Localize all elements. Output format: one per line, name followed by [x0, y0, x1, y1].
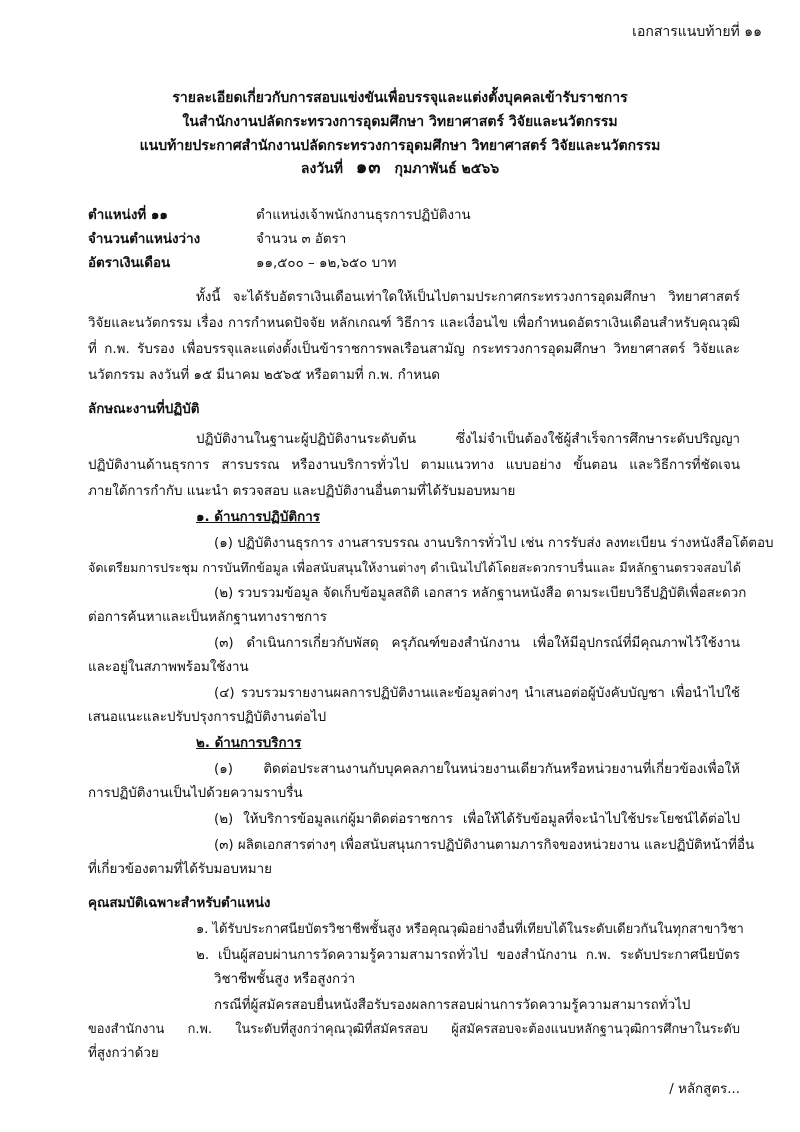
salary-note-line: ทั้งนี้ จะได้รับอัตราเงินเดือนเท่าใดให้เป็นไปตามประกาศกระทรวงการอุดมศึกษา วิทยาศาสตร์: [196, 290, 740, 305]
qualification-item: ๒. เป็นผู้สอบผ่านการวัดความรู้ความสามารถทั่วไป ของสำนักงาน ก.พ. ระดับประกาศนียบัตร: [196, 948, 740, 963]
qualification-item: ๑. ได้รับประกาศนียบัตรวิชาชีพชั้นสูง หรือคุณวุฒิอย่างอื่นที่เทียบได้ในระดับเดียวกันในทุกสาขาวิชา: [196, 922, 744, 937]
vacancy-label: จำนวนตำแหน่งว่าง: [88, 232, 201, 247]
ops-line: (๑) ปฏิบัติงานธุรการ งานสารบรรณ งานบริการทั่วไป เช่น การรับส่ง ลงทะเบียน ร่างหนังสือโต้ตอบ: [214, 536, 774, 551]
title-line-3: แนบท้ายประกาศสำนักงานปลัดกระทรวงการอุดมศึกษา วิทยาศาสตร์ วิจัยและนวัตกรรม: [139, 138, 661, 154]
title-date: [0, 158, 800, 179]
duties-intro-line: ปฏิบัติงานในฐานะผู้ปฏิบัติงานระดับต้น ซึ่งไม่จำเป็นต้องใช้ผู้สำเร็จการศึกษาระดับปริญญา: [196, 432, 740, 447]
ops-line: (๓) ดำเนินการเกี่ยวกับพัสดุ ครุภัณฑ์ของสำนักงาน เพื่อให้มีอุปกรณ์ที่มีคุณภาพไว้ใช้งาน: [214, 636, 740, 651]
svc-heading: ๒. ด้านการบริการ: [196, 736, 302, 751]
annex-label: เอกสารแนบท้ายที่ ๑๑: [632, 24, 762, 40]
position-no-label: ตำแหน่งที่ ๑๑: [88, 208, 168, 223]
ops-line: เสนอแนะและปรับปรุงการปฏิบัติงานต่อไป: [88, 710, 327, 725]
qualification-item: ที่สูงกว่าด้วย: [88, 1046, 159, 1061]
svc-line: (๑) ติดต่อประสานงานกับบุคคลภายในหน่วยงานเดียวกันหรือหน่วยงานที่เกี่ยวข้องเพื่อให้: [214, 762, 740, 777]
svc-line: (๒) ให้บริการข้อมูลแก่ผู้มาติดต่อราชการ เพื่อให้ได้รับข้อมูลที่จะนำไปใช้ประโยชน์ได้ต่อไป: [214, 812, 740, 827]
qualifications-heading: คุณสมบัติเฉพาะสำหรับตำแหน่ง: [88, 896, 271, 911]
ops-line: (๒) รวบรวมข้อมูล จัดเก็บข้อมูลสถิติ เอกสาร หลักฐานหนังสือ ตามระเบียบวิธีปฏิบัติเพื่อสะดวก: [214, 586, 747, 601]
date-rest: กุมภาพันธ์ ๒๕๖๖: [394, 161, 500, 177]
svc-line: (๓) ผลิตเอกสารต่างๆ เพื่อสนับสนุนการปฏิบัติงานตามภารกิจของหน่วยงาน และปฏิบัติหน้าที่อื่น: [214, 838, 755, 853]
qualification-item: วิชาชีพชั้นสูง หรือสูงกว่า: [214, 972, 356, 987]
salary-value: ๑๑,๕๐๐ – ๑๒,๖๕๐ บาท: [256, 256, 397, 271]
svc-line: ที่เกี่ยวข้องตามที่ได้รับมอบหมาย: [88, 862, 272, 877]
duties-intro-line: ภายใต้การกำกับ แนะนำ ตรวจสอบ และปฏิบัติงานอื่นตามที่ได้รับมอบหมาย: [88, 484, 516, 499]
ops-heading: ๑. ด้านการปฏิบัติการ: [196, 510, 320, 525]
salary-note-line: นวัตกรรม ลงวันที่ ๑๕ มีนาคม ๒๕๖๕ หรือตามที่ ก.พ. กำหนด: [88, 368, 440, 383]
salary-note-line: ที่ ก.พ. รับรอง เพื่อบรรจุและแต่งตั้งเป็นข้าราชการพลเรือนสามัญ กระทรวงการอุดมศึกษา วิทยาศาสตร์ วิจัยและ: [88, 342, 740, 357]
title-line-1: รายละเอียดเกี่ยวกับการสอบแข่งขันเพื่อบรรจุและแต่งตั้งบุคคลเข้ารับราชการ: [172, 90, 628, 106]
date-day: ๑๓: [355, 157, 382, 178]
salary-label: อัตราเงินเดือน: [88, 256, 171, 271]
ops-line: ต่อการค้นหาและเป็นหลักฐานทางราชการ: [88, 610, 327, 625]
ops-line: (๔) รวบรวมรายงานผลการปฏิบัติงานและข้อมูลต่างๆ นำเสนอต่อผู้บังคับบัญชา เพื่อนำไปใช้: [214, 686, 740, 701]
vacancy-value: จำนวน ๓ อัตรา: [256, 232, 347, 247]
title-line-2: ในสำนักงานปลัดกระทรวงการอุดมศึกษา วิทยาศาสตร์ วิจัยและนวัตกรรม: [182, 114, 618, 130]
date-prefix: ลงวันที่: [300, 161, 343, 177]
position-title: ตำแหน่งเจ้าพนักงานธุรการปฏิบัติงาน: [256, 208, 471, 223]
duties-intro-line: ปฏิบัติงานด้านธุรการ สารบรรณ หรืองานบริการทั่วไป ตามแนวทาง แบบอย่าง ขั้นตอน และวิธีการที่ชัดเจน: [88, 458, 740, 473]
salary-note-line: วิจัยและนวัตกรรม เรื่อง การกำหนดปัจจัย หลักเกณฑ์ วิธีการ และเงื่อนไข เพื่อกำหนดอัตราเงินเดือนสำหรับคุณวุฒิ: [88, 316, 740, 331]
duties-heading: ลักษณะงานที่ปฏิบัติ: [88, 402, 200, 417]
svc-line: การปฏิบัติงานเป็นไปด้วยความราบรื่น: [88, 786, 303, 801]
ops-line: จัดเตรียมการประชุม การบันทึกข้อมูล เพื่อสนับสนุนให้งานต่างๆ ดำเนินไปได้โดยสะดวกราบรื่นและ มีหลักฐานตรวจสอบได้: [88, 560, 742, 575]
ops-line: และอยู่ในสภาพพร้อมใช้งาน: [88, 660, 249, 675]
qualification-item: กรณีที่ผู้สมัครสอบยื่นหนังสือรับรองผลการสอบผ่านการวัดความรู้ความสามารถทั่วไป: [214, 998, 691, 1013]
continuation-marker: / หลักสูตร...: [669, 1082, 740, 1097]
qualification-item: ของสำนักงาน ก.พ. ในระดับที่สูงกว่าคุณวุฒิที่สมัครสอบ ผู้สมัครสอบจะต้องแนบหลักฐานวุฒิการศึกษาในระดับ: [88, 1022, 740, 1037]
